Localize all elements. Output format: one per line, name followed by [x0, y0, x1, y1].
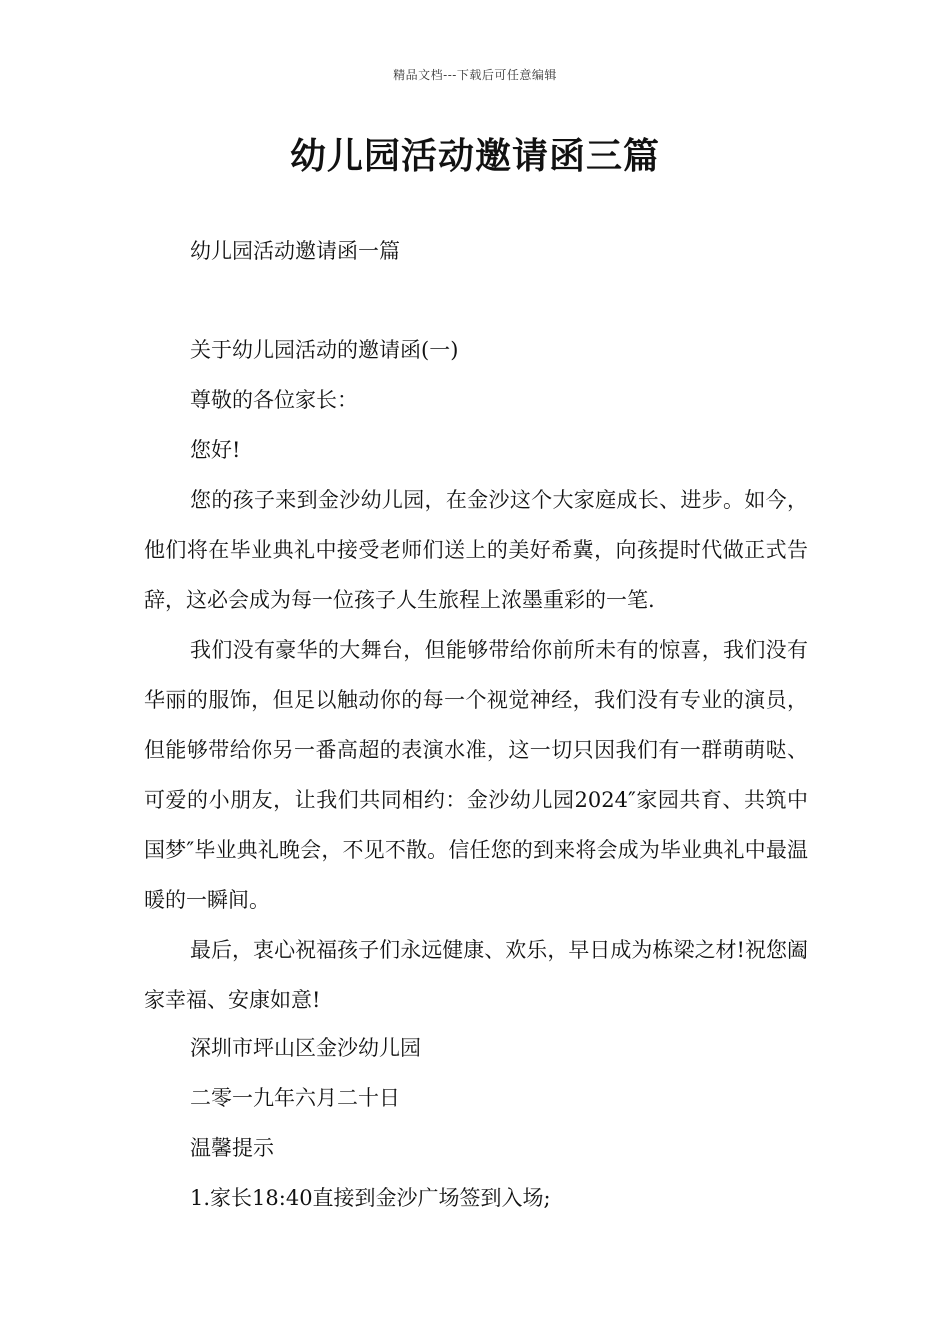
letter-salutation: 尊敬的各位家长：	[190, 388, 358, 412]
letter-paragraph: 我们没有豪华的大舞台，但能够带给你前所未有的惊喜，我们没有华丽的服饰，但足以触动你的每一个视觉神经，我们没有专业的演员，但能够带给你另一番高超的表演水准，这一切只因我们有一群萌萌哒、可爱的小朋友，让我们共同相约：金沙幼儿园2024″家园共育、共筑中国梦″毕业典礼晚会，不见不散。信任您的到来将会成为毕业典礼中最温暖的一瞬间。	[144, 638, 808, 912]
letter-subject: 关于幼儿园活动的邀请函(一)	[190, 338, 459, 362]
letter-greeting: 您好!	[190, 438, 241, 462]
letter-sender: 深圳市坪山区金沙幼儿园	[190, 1036, 421, 1060]
tips-heading: 温馨提示	[190, 1136, 274, 1160]
document-title: 幼儿园活动邀请函三篇	[289, 135, 660, 177]
letter-date: 二零一九年六月二十日	[190, 1086, 400, 1110]
header-note: 精品文档---下载后可任意编辑	[393, 68, 557, 82]
tip-item: 1.家长18:40直接到金沙广场签到入场;	[190, 1186, 551, 1210]
letter-paragraph: 您的孩子来到金沙幼儿园，在金沙这个大家庭成长、进步。如今，他们将在毕业典礼中接受老师们送上的美好希冀，向孩提时代做正式告辞，这必会成为每一位孩子人生旅程上浓墨重彩的一笔.	[144, 488, 808, 612]
letter-paragraph: 最后，衷心祝福孩子们永远健康、欢乐，早日成为栋梁之材!祝您阖家幸福、安康如意!	[144, 938, 808, 1012]
section-heading: 幼儿园活动邀请函一篇	[190, 239, 400, 263]
